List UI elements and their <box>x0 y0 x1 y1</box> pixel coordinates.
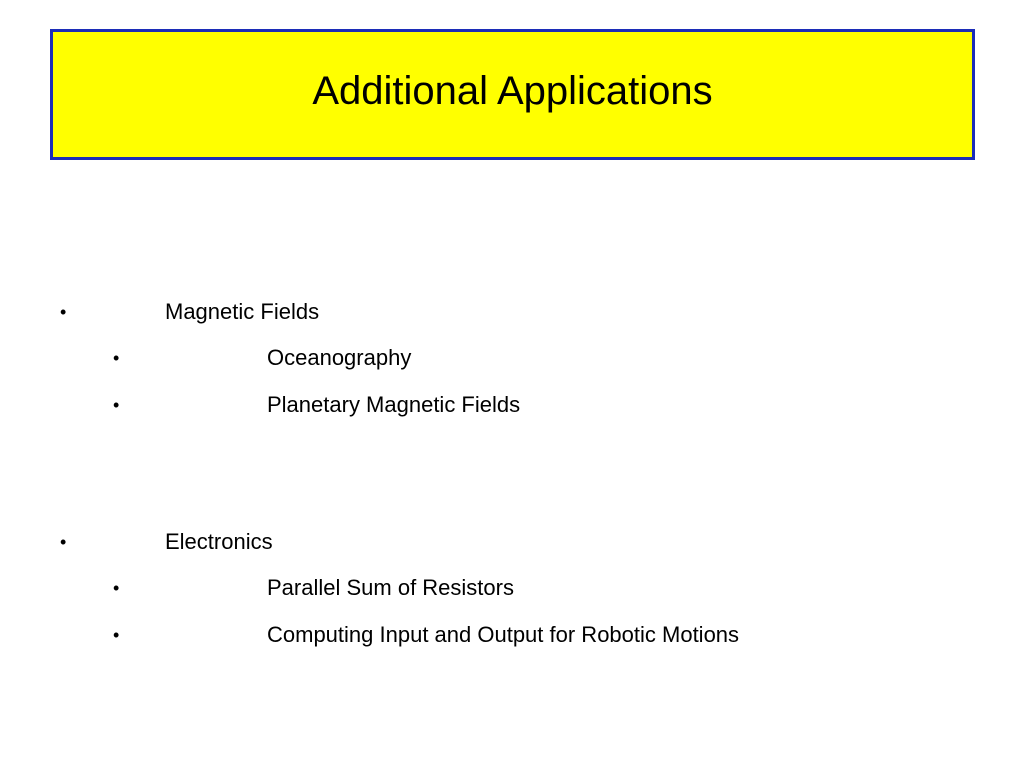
bullet-item-electronics: Electronics <box>165 529 273 554</box>
sub-item-planetary-magnetic-fields: Planetary Magnetic Fields <box>267 392 521 417</box>
bullet-icon: • <box>113 348 120 368</box>
bullet-icon: • <box>60 302 67 322</box>
bullet-item-magnetic-fields: Magnetic Fields <box>165 299 320 324</box>
bullet-icon: • <box>113 395 120 415</box>
title-box <box>50 29 975 160</box>
bullet-icon: • <box>113 625 120 645</box>
sub-item-parallel-sum-of-resistors: Parallel Sum of Resistors <box>267 575 514 600</box>
sub-item-computing-input-output: Computing Input and Output for Robotic Motions <box>267 622 740 647</box>
bullet-icon: • <box>60 532 67 552</box>
slide-title: Additional Applications <box>312 68 713 113</box>
bullet-icon: • <box>113 578 120 598</box>
sub-item-oceanography: Oceanography <box>267 345 412 370</box>
